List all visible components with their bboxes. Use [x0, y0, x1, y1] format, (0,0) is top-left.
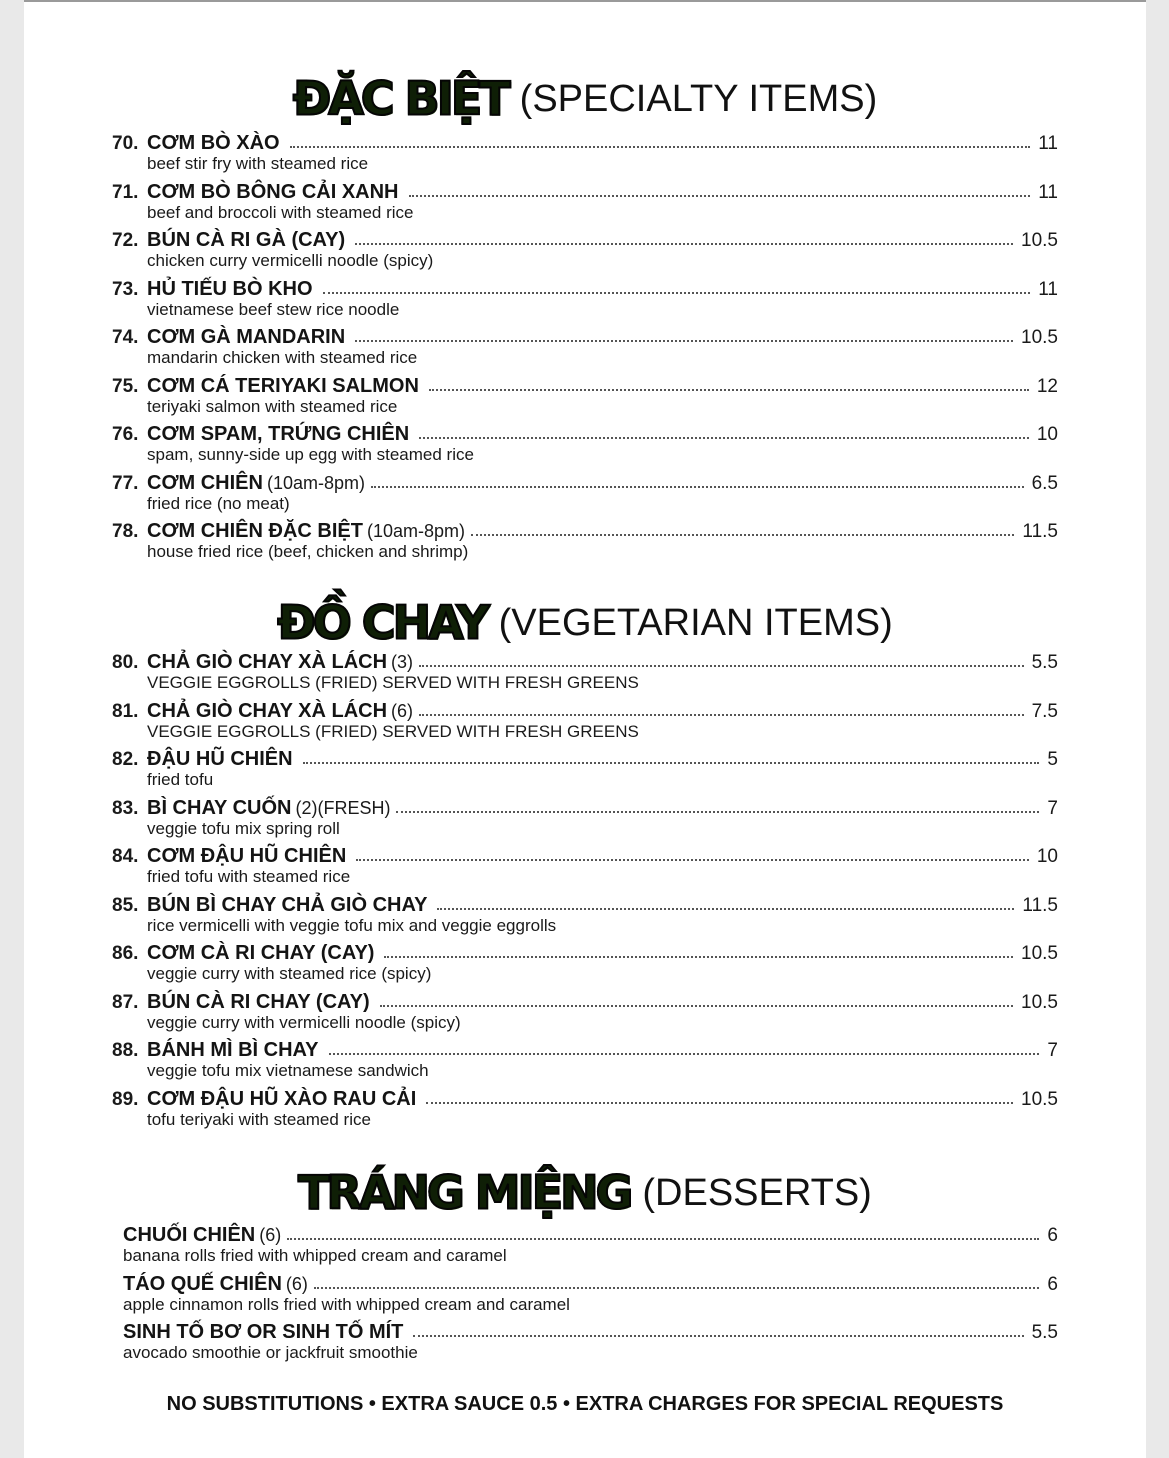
- item-price: 10: [1036, 846, 1058, 867]
- menu-item: [24, 132, 1146, 181]
- item-note: (6): [259, 1225, 282, 1245]
- menu-item: [24, 520, 1146, 569]
- item-price: 7: [1047, 797, 1058, 819]
- leader-dots: [290, 132, 1031, 148]
- vegetarian-title-eng: (VEGETARIAN ITEMS): [498, 601, 893, 644]
- item-name: ĐẬU HŨ CHIÊN: [147, 748, 293, 770]
- item-number: 76.: [112, 424, 139, 445]
- item-name: CHẢ GIÒ CHAY XÀ LÁCH: [147, 699, 388, 722]
- item-price: 6: [1047, 1273, 1058, 1295]
- item-name: CƠM ĐẬU HŨ CHIÊN: [147, 845, 347, 867]
- item-name: CƠM SPAM, TRỨNG CHIÊN: [147, 423, 410, 445]
- item-number: 81.: [112, 700, 139, 722]
- item-description: chicken curry vermicelli noodle (spicy): [147, 251, 434, 270]
- specialty-heading: [24, 70, 1146, 126]
- item-description: veggie tofu mix vietnamese sandwich: [147, 1061, 429, 1080]
- item-name: CƠM BÒ BÔNG CẢI XANH: [147, 180, 399, 203]
- menu-item: [24, 1039, 1146, 1088]
- item-price: 11: [1038, 133, 1058, 154]
- leader-dots: [429, 375, 1029, 391]
- menu-item: [24, 651, 1146, 700]
- item-description: vietnamese beef stew rice noodle: [147, 299, 400, 319]
- item-description: house fried rice (beef, chicken and shrimp): [147, 542, 469, 561]
- item-number: 83.: [112, 797, 139, 819]
- footer-notice: NO SUBSTITUTIONS • EXTRA SAUCE 0.5 • EXTRA CHARGES FOR SPECIAL REQUESTS: [166, 1393, 1004, 1415]
- leader-dots: [323, 278, 1031, 294]
- item-description: apple cinnamon rolls fried with whipped cream and caramel: [123, 1294, 570, 1314]
- item-number: 87.: [112, 991, 139, 1013]
- menu-item: [24, 797, 1146, 846]
- item-note: (10am-8pm): [266, 472, 365, 493]
- item-price: 5: [1047, 749, 1058, 770]
- item-number: 71.: [112, 181, 139, 203]
- item-number: 75.: [112, 375, 139, 397]
- menu-item: [24, 1273, 1146, 1322]
- menu-item: [24, 700, 1146, 749]
- menu-item: [24, 326, 1146, 375]
- item-note: (6): [391, 700, 414, 721]
- item-price: 11.5: [1022, 894, 1058, 916]
- leader-dots: [355, 229, 1013, 245]
- item-number: 73.: [112, 278, 139, 300]
- item-price: 7.5: [1031, 700, 1058, 722]
- item-name: SINH TỐ BƠ OR SINH TỐ MÍT: [123, 1321, 404, 1343]
- item-name: CƠM BÒ XÀO: [147, 132, 280, 154]
- leader-dots: [396, 797, 1039, 813]
- leader-dots: [419, 700, 1024, 716]
- item-price: 12: [1036, 375, 1058, 397]
- item-number: 80.: [112, 652, 139, 673]
- item-name: BÚN CÀ RI GÀ (CAY): [147, 229, 346, 251]
- item-name: BÌ CHAY CUỐN: [147, 796, 292, 819]
- item-description: beef and broccoli with steamed rice: [147, 202, 414, 222]
- item-price: 11: [1038, 181, 1058, 203]
- item-note: (6): [285, 1273, 308, 1294]
- menu-item: [24, 845, 1146, 894]
- item-description: fried rice (no meat): [147, 493, 290, 513]
- item-price: 10.5: [1021, 991, 1058, 1013]
- vegetarian-heading: [24, 594, 1146, 650]
- item-note: (3): [391, 652, 414, 672]
- item-description: VEGGIE EGGROLLS (FRIED) SERVED WITH FRESH GREENS: [147, 721, 639, 741]
- menu-item: [24, 991, 1146, 1040]
- leader-dots: [314, 1273, 1040, 1289]
- desserts-title-viet: TRÁNG MIỆNG: [298, 1165, 631, 1220]
- menu-item: [24, 748, 1146, 797]
- item-description: teriyaki salmon with steamed rice: [147, 396, 398, 416]
- vegetarian-items: [24, 651, 1146, 1136]
- item-description: VEGGIE EGGROLLS (FRIED) SERVED WITH FRESH GREENS: [147, 673, 639, 692]
- item-name: BÁNH MÌ BÌ CHAY: [147, 1039, 319, 1061]
- item-name: CHẢ GIÒ CHAY XÀ LÁCH: [147, 651, 388, 673]
- item-price: 10.5: [1021, 230, 1058, 251]
- leader-dots: [426, 1088, 1013, 1104]
- menu-item: [24, 423, 1146, 472]
- leader-dots: [303, 748, 1040, 764]
- leader-dots: [437, 894, 1014, 910]
- menu-item: [24, 278, 1146, 327]
- vegetarian-section: [24, 594, 1146, 650]
- menu-item: [24, 375, 1146, 424]
- item-name: CƠM ĐẬU HŨ XÀO RAU CẢI: [147, 1087, 417, 1110]
- menu-item: [24, 229, 1146, 278]
- item-description: avocado smoothie or jackfruit smoothie: [123, 1343, 418, 1362]
- item-price: 11.5: [1022, 521, 1058, 542]
- desserts-title-eng: (DESSERTS): [642, 1171, 872, 1214]
- menu-item: [24, 472, 1146, 521]
- item-name: CHUỐI CHIÊN: [123, 1224, 256, 1246]
- item-number: 77.: [112, 472, 139, 494]
- item-price: 10.5: [1021, 1088, 1058, 1110]
- leader-dots: [384, 942, 1013, 958]
- desserts-items: [24, 1224, 1146, 1370]
- item-description: fried tofu with steamed rice: [147, 867, 351, 886]
- item-name: CƠM CÀ RI CHAY (CAY): [147, 942, 375, 964]
- item-name: CƠM CÁ TERIYAKI SALMON: [147, 374, 419, 397]
- item-number: 86.: [112, 943, 139, 964]
- item-price: 7: [1047, 1040, 1058, 1061]
- menu-item: [24, 1224, 1146, 1273]
- desserts-heading: [24, 1164, 1146, 1220]
- vegetarian-title-viet: ĐỒ CHAY: [277, 595, 487, 650]
- item-name: CƠM CHIÊN ĐẶC BIỆT: [147, 520, 363, 542]
- item-number: 70.: [112, 133, 139, 154]
- specialty-section: [24, 70, 1146, 126]
- leader-dots: [419, 423, 1029, 439]
- item-number: 74.: [112, 327, 139, 348]
- item-description: veggie curry with vermicelli noodle (spicy): [147, 1012, 461, 1032]
- item-price: 11: [1038, 278, 1058, 300]
- menu-item: [24, 1321, 1146, 1370]
- leader-dots: [355, 326, 1013, 342]
- item-name: TÁO QUẾ CHIÊN: [123, 1272, 282, 1295]
- item-description: fried tofu: [147, 770, 214, 789]
- leader-dots: [380, 991, 1013, 1007]
- leader-dots: [409, 181, 1031, 197]
- leader-dots: [329, 1039, 1040, 1055]
- item-description: beef stir fry with steamed rice: [147, 154, 369, 173]
- leader-dots: [471, 520, 1014, 536]
- menu-item: [24, 894, 1146, 943]
- item-name: CƠM CHIÊN: [147, 471, 263, 494]
- item-number: 88.: [112, 1040, 139, 1061]
- item-number: 82.: [112, 749, 139, 770]
- item-number: 84.: [112, 846, 139, 867]
- specialty-title-viet: ĐẶC BIỆT: [292, 71, 508, 126]
- item-price: 6.5: [1031, 472, 1058, 494]
- item-price: 5.5: [1031, 1322, 1058, 1343]
- item-description: mandarin chicken with steamed rice: [147, 348, 418, 367]
- item-name: CƠM GÀ MANDARIN: [147, 326, 346, 348]
- item-name: HỦ TIẾU BÒ KHO: [147, 277, 313, 300]
- item-price: 10: [1036, 424, 1058, 445]
- item-description: spam, sunny-side up egg with steamed rice: [147, 445, 474, 464]
- menu-page: [24, 0, 1146, 1458]
- item-price: 5.5: [1031, 652, 1058, 673]
- menu-item: [24, 1088, 1146, 1137]
- leader-dots: [371, 472, 1024, 488]
- item-number: 78.: [112, 521, 139, 542]
- specialty-items: [24, 132, 1146, 569]
- leader-dots: [356, 845, 1029, 861]
- item-note: (10am-8pm): [366, 521, 465, 541]
- item-price: 10.5: [1021, 943, 1058, 964]
- item-description: tofu teriyaki with steamed rice: [147, 1109, 371, 1129]
- item-number: 72.: [112, 230, 139, 251]
- leader-dots: [287, 1224, 1039, 1240]
- item-price: 10.5: [1021, 327, 1058, 348]
- leader-dots: [419, 651, 1024, 667]
- item-name: BÚN BÌ CHAY CHẢ GIÒ CHAY: [147, 893, 428, 916]
- item-number: 85.: [112, 894, 139, 916]
- item-price: 6: [1047, 1225, 1058, 1246]
- item-note: (2)(FRESH): [295, 797, 391, 818]
- leader-dots: [413, 1321, 1023, 1337]
- desserts-section: [24, 1164, 1146, 1220]
- item-description: rice vermicelli with veggie tofu mix and veggie eggrolls: [147, 915, 557, 935]
- menu-item: [24, 181, 1146, 230]
- item-description: veggie tofu mix spring roll: [147, 818, 340, 838]
- item-description: banana rolls fried with whipped cream and caramel: [123, 1246, 507, 1265]
- item-name: BÚN CÀ RI CHAY (CAY): [147, 990, 370, 1013]
- specialty-title-eng: (SPECIALTY ITEMS): [519, 77, 878, 120]
- item-number: 89.: [112, 1088, 139, 1110]
- menu-item: [24, 942, 1146, 991]
- item-description: veggie curry with steamed rice (spicy): [147, 964, 432, 983]
